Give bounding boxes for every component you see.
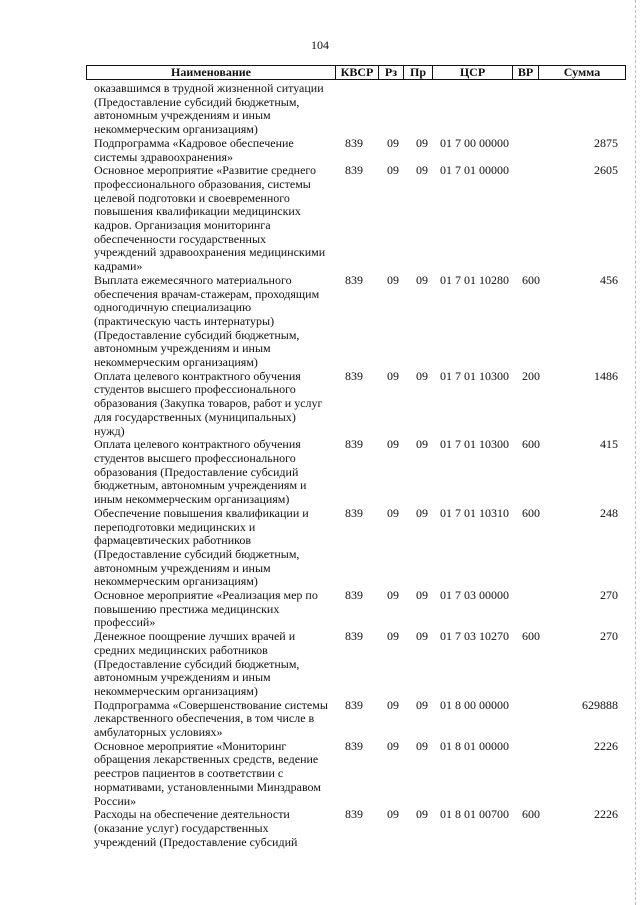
cell-rz: 09 — [387, 629, 399, 644]
cell-kvsr: 839 — [345, 505, 363, 520]
cell-pr: 09 — [416, 697, 428, 712]
cell-vr: 600 — [522, 629, 540, 644]
cell-kvsr: 839 — [345, 738, 363, 753]
cell-sum: 415 — [600, 437, 618, 452]
cell-sum — [562, 82, 624, 137]
header-kvsr: КВСР — [336, 66, 379, 79]
cell-rz — [387, 82, 416, 137]
cell-kvsr: 839 — [345, 807, 363, 822]
header-vr: ВР — [513, 66, 539, 79]
cell-sum: 2226 — [594, 738, 618, 753]
cell-rz: 09 — [387, 437, 399, 452]
cell-csr: 01 7 00 00000 — [440, 135, 509, 150]
cell-csr — [440, 82, 522, 137]
cell-kvsr — [339, 82, 387, 137]
cell-rz: 09 — [387, 588, 399, 603]
cell-name: Оплата целевого контрактного обучения студентов высшего профессионального образования (Закупка товаров, работ и услуг для государственных (муниципальных) нужд) — [94, 368, 323, 438]
cell-csr: 01 7 01 10310 — [440, 505, 509, 520]
cell-csr: 01 8 00 00000 — [440, 697, 509, 712]
cell-pr — [416, 82, 440, 137]
cell-csr: 01 7 01 10300 — [440, 437, 509, 452]
cell-pr: 09 — [416, 738, 428, 753]
table-row — [94, 699, 624, 740]
cell-pr: 09 — [416, 135, 428, 150]
cell-kvsr: 839 — [345, 588, 363, 603]
cell-sum: 248 — [600, 505, 618, 520]
cell-rz: 09 — [387, 135, 399, 150]
cell-name: Подпрограмма «Совершенствование системы лекарственного обеспечения, в том числе в амбулаторных условиях» — [94, 697, 328, 740]
cell-name: Основное мероприятие «Развитие среднего профессионального образования, системы целевой подготовки и своевременного повышения квалификации медицинских кадров. Организация мониторинга обеспеченности государственных учреждений здравоохранения медицинскими кадрами» — [94, 163, 326, 274]
table-row — [94, 740, 624, 809]
cell-csr: 01 8 01 00700 — [440, 807, 509, 822]
cell-name: Выплата ежемесячного материального обеспечения врачам-стажерам, проходящим одногодичную специализацию (практическую часть интернатуры) (Предоставление субсидий бюджетным, автономным учреждениям и иным некоммерческим организациям) — [94, 272, 320, 370]
header-sum: Сумма — [563, 65, 601, 79]
cell-vr: 600 — [522, 807, 540, 822]
cell-pr: 09 — [416, 629, 428, 644]
table-row — [94, 164, 624, 274]
cell-name: Основное мероприятие «Мониторинг обращения лекарственных средств, ведение реестров пациентов в соответствии с нормативами, установленными Минздравом России» — [94, 738, 321, 808]
cell-vr: 600 — [522, 505, 540, 520]
cell-pr: 09 — [416, 272, 428, 287]
cell-rz: 09 — [387, 738, 399, 753]
cell-rz: 09 — [387, 505, 399, 520]
cell-sum: 2226 — [594, 807, 618, 822]
table-header — [86, 65, 626, 80]
cell-csr: 01 7 01 00000 — [440, 163, 509, 178]
cell-name: оказавшимся в трудной жизненной ситуации (Предоставление субсидий бюджетным, автономным учреждениям и иным некоммерческим организациям) — [94, 81, 324, 137]
header-rz: Рз — [379, 66, 404, 79]
cell-rz: 09 — [387, 368, 399, 383]
cell-vr — [522, 740, 562, 809]
cell-vr — [522, 82, 562, 137]
table-row — [94, 630, 624, 699]
cell-kvsr: 839 — [345, 437, 363, 452]
header-pr: Пр — [404, 66, 433, 79]
cell-pr: 09 — [416, 163, 428, 178]
cell-sum: 2875 — [594, 135, 618, 150]
cell-rz: 09 — [387, 163, 399, 178]
cell-sum: 456 — [600, 272, 618, 287]
cell-csr: 01 7 01 10300 — [440, 368, 509, 383]
scan-edge — [635, 0, 636, 905]
cell-name: Обеспечение повышения квалификации и переподготовки медицинских и фармацевтических работников (Предоставление субсидий бюджетным, автономным учреждениям и иным некоммерческим организациям) — [94, 505, 309, 589]
cell-kvsr: 839 — [345, 697, 363, 712]
table-row — [94, 438, 624, 507]
table-row — [94, 274, 624, 370]
cell-pr: 09 — [416, 368, 428, 383]
cell-sum: 270 — [600, 588, 618, 603]
table-row — [94, 82, 624, 137]
table-row — [94, 507, 624, 589]
header-csr: ЦСР — [433, 66, 513, 79]
header-name: Наименование — [87, 66, 336, 79]
cell-csr: 01 7 03 10270 — [440, 629, 509, 644]
cell-pr: 09 — [416, 437, 428, 452]
cell-kvsr: 839 — [345, 272, 363, 287]
cell-csr: 01 7 01 10280 — [440, 272, 509, 287]
cell-name: Подпрограмма «Кадровое обеспечение системы здравоохранения» — [94, 135, 294, 164]
cell-pr: 09 — [416, 807, 428, 822]
cell-name: Расходы на обеспечение деятельности (оказание услуг) государственных учреждений (Предоставление субсидий — [94, 807, 298, 849]
cell-vr — [522, 589, 562, 630]
cell-name: Основное мероприятие «Реализация мер по повышению престижа медицинских профессий» — [94, 588, 318, 630]
table-row — [94, 808, 624, 849]
cell-rz: 09 — [387, 272, 399, 287]
cell-vr: 600 — [522, 437, 540, 452]
cell-name: Денежное поощрение лучших врачей и средних медицинских работников (Предоставление субсидий бюджетным, автономным учреждениям и иным некоммерческим организациям) — [94, 629, 300, 698]
cell-vr: 200 — [522, 368, 540, 383]
table-row — [94, 589, 624, 630]
cell-sum: 629888 — [582, 697, 618, 712]
cell-sum: 2605 — [594, 163, 618, 178]
cell-pr: 09 — [416, 505, 428, 520]
cell-csr: 01 8 01 00000 — [440, 738, 509, 753]
cell-kvsr: 839 — [345, 629, 363, 644]
cell-pr: 09 — [416, 588, 428, 603]
cell-kvsr: 839 — [345, 368, 363, 383]
table-body — [94, 82, 624, 849]
table-row — [94, 137, 624, 164]
cell-vr — [522, 137, 562, 164]
cell-sum: 1486 — [594, 368, 618, 383]
cell-vr — [522, 699, 562, 740]
cell-rz: 09 — [387, 697, 399, 712]
cell-rz: 09 — [387, 807, 399, 822]
cell-vr — [522, 164, 562, 274]
cell-vr: 600 — [522, 272, 540, 287]
cell-sum: 270 — [600, 629, 618, 644]
page-number: 104 — [311, 38, 329, 52]
cell-kvsr: 839 — [345, 135, 363, 150]
cell-csr: 01 7 03 00000 — [440, 588, 509, 603]
table-row — [94, 370, 624, 439]
cell-kvsr: 839 — [345, 163, 363, 178]
cell-name: Оплата целевого контрактного обучения студентов высшего профессионального образования (Предоставление субсидий бюджетным, автономным учреждениям и иным некоммерческим организациям) — [94, 437, 307, 507]
